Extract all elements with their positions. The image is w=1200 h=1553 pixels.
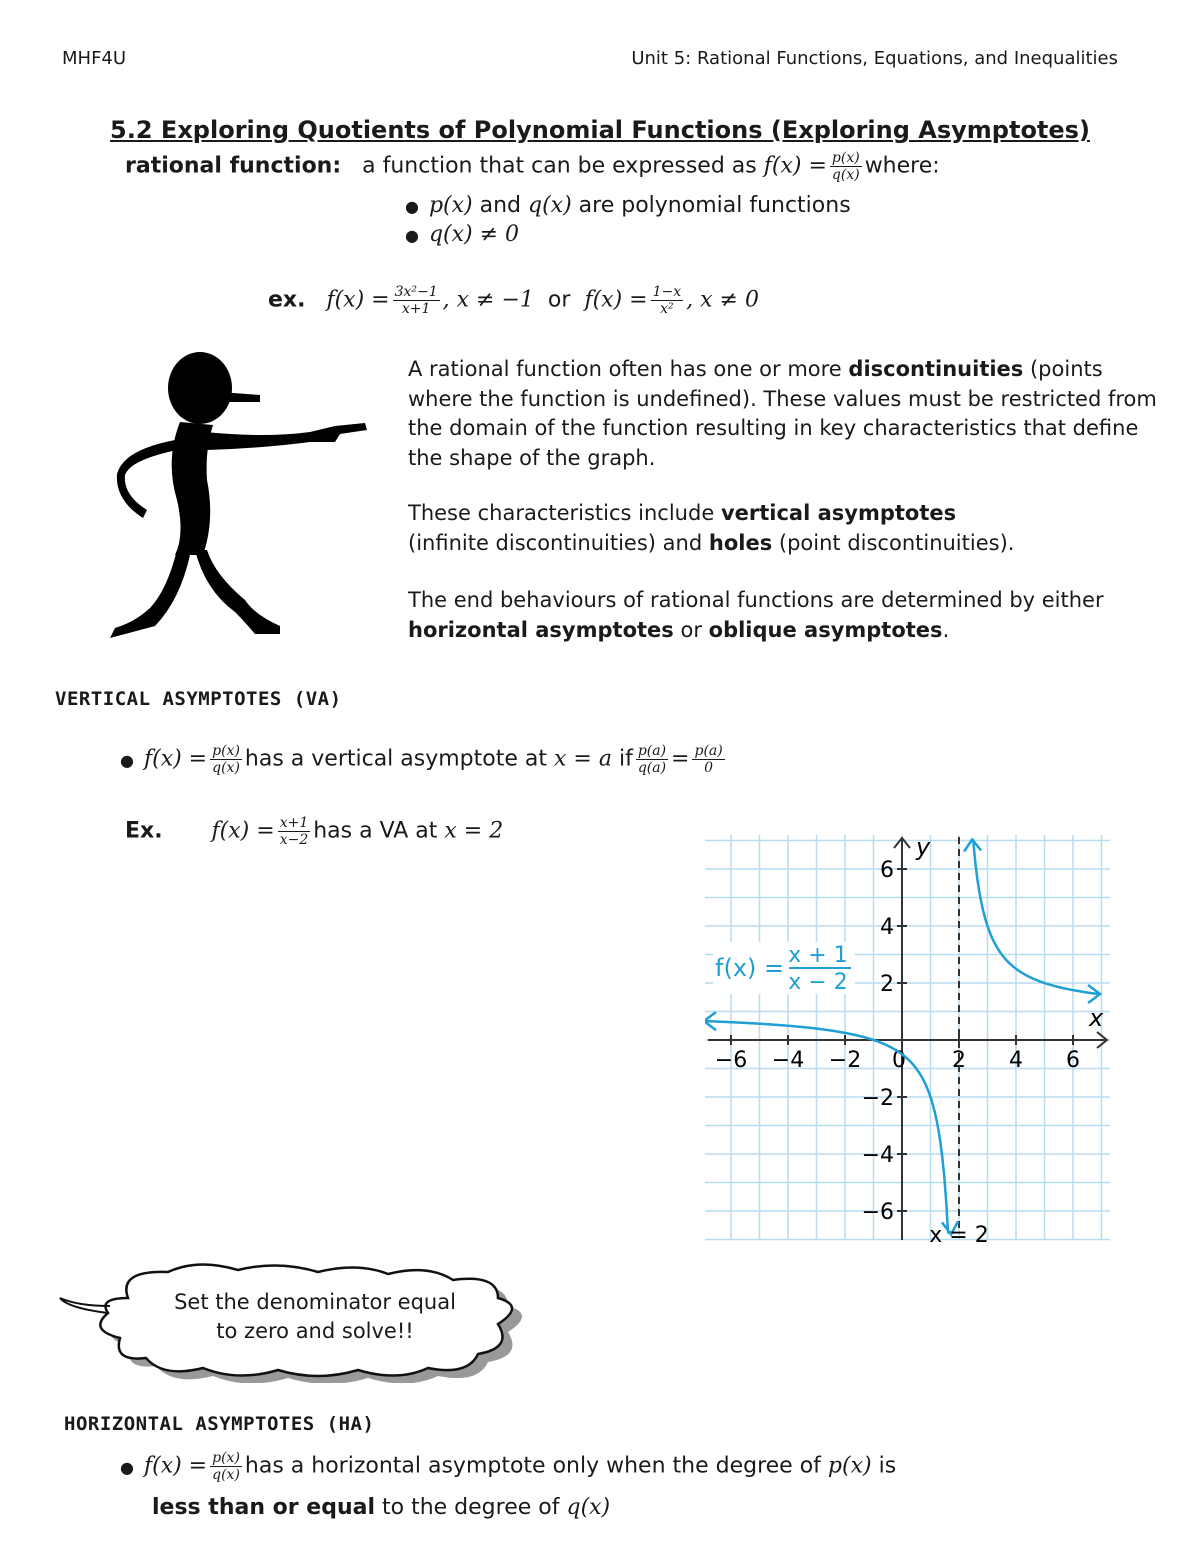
ha-fraction [210, 1450, 242, 1483]
y-tick-label: 6 [880, 858, 894, 883]
frac-numerator: x+1 [279, 815, 309, 831]
va-example-line [125, 815, 503, 848]
ha-text-2: to the degree of [382, 1495, 560, 1520]
p3-text-c: or [680, 617, 702, 642]
y-tick-label: −6 [861, 1200, 894, 1225]
p2-text-a: These characteristics include [408, 501, 715, 525]
curve-right-branch [972, 841, 1099, 995]
va-fraction [210, 743, 242, 776]
rational-function-graph [705, 835, 1110, 1245]
va-x-equals-a: x = a [554, 746, 612, 772]
asymptote-label: x = 2 [929, 1223, 989, 1245]
va-fraction-2 [636, 743, 668, 776]
bullet-text: are polynomial functions [578, 193, 851, 218]
ha-bold-text: less than or equal [152, 1495, 375, 1520]
bullet-icon: ● [405, 226, 419, 245]
definition-fx: f(x) = [763, 153, 827, 179]
va-heading: VERTICAL ASYMPTOTES (VA) [55, 688, 342, 710]
frac-denominator: x+1 [401, 301, 431, 317]
paragraph-end-behaviour [408, 586, 1178, 645]
y-tick-label: −4 [861, 1143, 894, 1168]
function-label-f: f(x) = [715, 954, 785, 982]
ha-rule-line-2 [152, 1495, 610, 1520]
x-tick-label: 0 [892, 1048, 906, 1073]
cloud-line-2: to zero and solve!! [216, 1319, 414, 1343]
va-fx: f(x) = [143, 746, 208, 772]
frac-denominator: 0 [704, 760, 714, 776]
frac-numerator: p(x) [212, 1450, 240, 1466]
cloud-line-1: Set the denominator equal [174, 1290, 456, 1314]
pointing-figure-illustration [95, 350, 370, 645]
frac-denominator: q(x) [831, 167, 860, 183]
p1-text-a: A rational function often has one or more [408, 357, 842, 381]
x-tick-label: −4 [771, 1048, 805, 1073]
or-text: or [547, 287, 571, 313]
example-f2-condition: , x ≠ 0 [686, 287, 759, 313]
frac-denominator: x−2 [279, 832, 309, 848]
definition-fraction [830, 150, 862, 183]
frac-numerator: p(x) [212, 743, 240, 759]
example-f1: f(x) = [326, 287, 390, 313]
ha-px: p(x) [827, 1453, 872, 1479]
x-tick-label: 4 [1009, 1048, 1023, 1073]
function-label-denominator: x − 2 [788, 970, 848, 995]
va-if: if [618, 746, 633, 772]
y-tick-label: 4 [880, 915, 894, 940]
va-example-fraction [278, 815, 311, 848]
frac-denominator: q(a) [637, 760, 667, 776]
frac-numerator: 1−x [652, 284, 682, 300]
p3-text-a: The end behaviours of rational functions are determined by either [408, 588, 1104, 612]
frac-numerator: p(x) [831, 150, 860, 166]
example-label: ex. [268, 287, 306, 313]
definition-where: where: [864, 153, 940, 179]
math-q-nonzero: q(x) ≠ 0 [428, 222, 520, 247]
example-f1-fraction [393, 284, 440, 317]
p3-bold-horizontal: horizontal asymptotes [408, 617, 674, 642]
frac-denominator: q(x) [212, 1467, 240, 1483]
p2-text-e: (point discontinuities). [778, 530, 1015, 555]
graph-tick-labels [715, 858, 1080, 1225]
unit-title: Unit 5: Rational Functions, Equations, and Inequalities [631, 48, 1118, 69]
va-example-x: x = 2 [444, 818, 504, 844]
y-tick-label: −2 [861, 1086, 894, 1111]
bullet-icon: ● [120, 750, 134, 770]
p2-text-c: (infinite discontinuities) and [408, 530, 703, 555]
math-p: p(x) [428, 193, 473, 218]
graph-grid [705, 835, 1110, 1240]
p2-bold-vertical: vertical asymptotes [720, 501, 957, 525]
p2-bold-holes: holes [708, 530, 773, 555]
va-example-fx: f(x) = [211, 818, 275, 844]
x-tick-label: 2 [952, 1048, 966, 1073]
frac-denominator: x² [660, 301, 674, 317]
p3-text-e: . [942, 617, 950, 642]
va-rule-line [120, 743, 728, 776]
ha-qx: q(x) [566, 1495, 611, 1520]
graph-axes [708, 838, 1107, 1240]
definition-term: rational function: [125, 153, 342, 179]
example-f1-condition: , x ≠ −1 [442, 287, 534, 313]
ha-text-1: has a horizontal asymptote only when the degree of [244, 1453, 821, 1479]
x-axis-label: x [1089, 1004, 1104, 1032]
course-code: MHF4U [62, 48, 127, 69]
cloud-text [120, 1288, 510, 1346]
definition-bullet-1 [405, 193, 851, 218]
frac-denominator: q(x) [212, 760, 240, 776]
paragraph-discontinuities [408, 355, 1168, 473]
definition-line [125, 150, 940, 183]
function-label-numerator: x + 1 [788, 943, 848, 968]
equals-sign: = [671, 746, 690, 772]
paragraph-characteristics [408, 499, 1028, 558]
ha-heading: HORIZONTAL ASYMPTOTES (HA) [64, 1413, 375, 1435]
math-q: q(x) [528, 193, 572, 218]
p1-text-c: (points where the function is undefined). These values must be restricted from the domain of the function resulting in key characteristics that define the shape of the graph. [408, 357, 1157, 470]
va-text: has a vertical asymptote at [244, 746, 547, 772]
example-f2: f(x) = [584, 287, 648, 313]
ha-is: is [878, 1453, 897, 1479]
page-title: 5.2 Exploring Quotients of Polynomial Functions (Exploring Asymptotes) [110, 116, 1090, 144]
definition-bullet-2 [405, 222, 519, 247]
va-example-label: Ex. [125, 818, 163, 844]
x-tick-label: −2 [828, 1048, 862, 1073]
x-tick-label: 6 [1066, 1048, 1080, 1073]
va-fraction-3 [692, 743, 724, 776]
frac-numerator: 3x²−1 [394, 284, 438, 300]
y-axis-label: y [916, 835, 931, 861]
definition-text: a function that can be expressed as [362, 153, 757, 179]
ha-fx: f(x) = [143, 1453, 208, 1479]
x-tick-label: −6 [714, 1048, 748, 1073]
bullet-icon: ● [120, 1457, 134, 1477]
va-example-text: has a VA at [313, 818, 438, 844]
and-text: and [479, 193, 522, 218]
example-f2-fraction [651, 284, 684, 317]
frac-numerator: p(a) [637, 743, 667, 759]
frac-numerator: p(a) [694, 743, 723, 759]
example-line [268, 284, 759, 317]
p1-bold-discontinuities: discontinuities [848, 357, 1024, 381]
ha-rule-line [120, 1450, 896, 1483]
p3-bold-oblique: oblique asymptotes [708, 617, 943, 642]
bullet-icon: ● [405, 197, 419, 216]
y-tick-label: 2 [880, 972, 894, 997]
